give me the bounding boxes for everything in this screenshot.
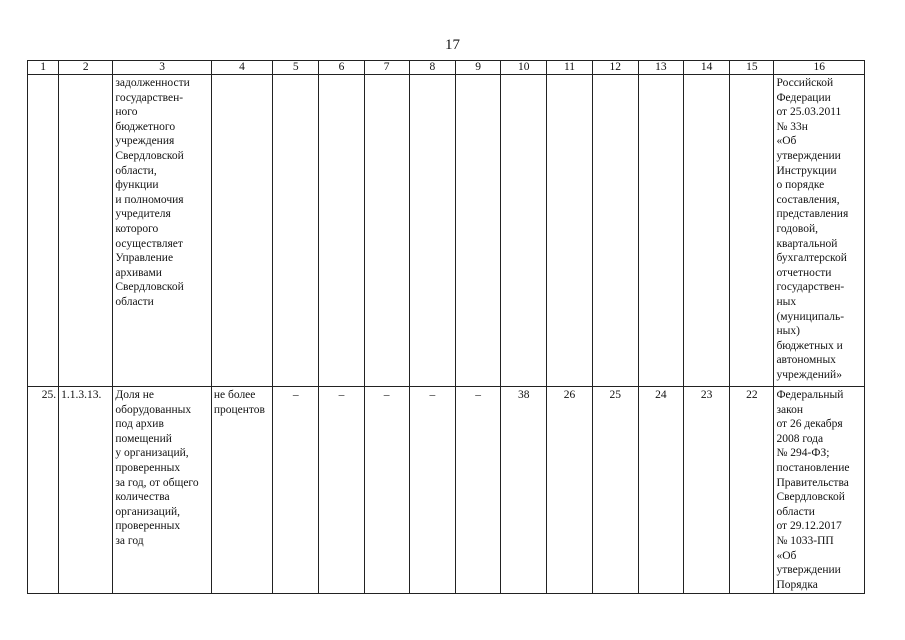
header-cell: 7 — [364, 61, 409, 75]
value-cell — [409, 75, 455, 387]
header-cell: 3 — [113, 61, 211, 75]
header-cell: 5 — [273, 61, 319, 75]
row-number-cell: 25. — [28, 387, 59, 594]
header-cell: 14 — [684, 61, 730, 75]
page-number: 17 — [445, 37, 460, 53]
value-cell: – — [319, 387, 364, 594]
header-cell: 15 — [730, 61, 774, 75]
header-cell: 9 — [455, 61, 500, 75]
header-cell: 11 — [547, 61, 592, 75]
value-cell — [730, 75, 774, 387]
indicator-name-cell — [113, 75, 211, 387]
value-cell — [319, 75, 364, 387]
unit-text: не более процентов — [213, 389, 265, 416]
value-cell — [684, 75, 730, 387]
code-cell — [59, 75, 113, 387]
value-cell — [455, 75, 500, 387]
indicator-table — [27, 60, 865, 594]
value-cell — [364, 75, 409, 387]
header-cell: 12 — [592, 61, 638, 75]
column-number-row — [28, 61, 865, 75]
value-cell: 24 — [638, 387, 683, 594]
value-cell: – — [455, 387, 500, 594]
source-text: Федеральный закон от 26 декабря 2008 года № 294-ФЗ; постановление Правительства Свердловской области от 29.12.2017 № 1033-ПП «Об утверждении Порядка — [776, 389, 850, 591]
header-cell: 13 — [638, 61, 683, 75]
value-cell: 25 — [592, 387, 638, 594]
header-cell: 10 — [501, 61, 547, 75]
indicator-name-cell — [113, 387, 211, 594]
value-cell — [273, 75, 319, 387]
source-cell — [774, 75, 865, 387]
header-cell: 8 — [409, 61, 455, 75]
value-cell — [592, 75, 638, 387]
value-cell: 23 — [684, 387, 730, 594]
value-cell: – — [273, 387, 319, 594]
source-text: Российской Федерации от 25.03.2011 № 33н «Об утверждении Инструкции о порядке составления, представления годовой, квартальной бухгалтерской отчетности государствен- ных (муниципаль- ных) бюджетных и автономных учреждений» — [776, 77, 849, 381]
header-cell: 1 — [28, 61, 59, 75]
unit-cell — [211, 75, 272, 387]
table-row — [28, 75, 865, 387]
value-cell: 26 — [547, 387, 592, 594]
source-cell — [774, 387, 865, 594]
row-number-cell — [28, 75, 59, 387]
code-cell: 1.1.3.13. — [59, 387, 113, 594]
value-cell: – — [364, 387, 409, 594]
value-cell: – — [409, 387, 455, 594]
header-cell: 6 — [319, 61, 364, 75]
value-cell — [638, 75, 683, 387]
value-cell — [547, 75, 592, 387]
indicator-name-text: задолженности государствен- ного бюджетного учреждения Свердловской области, функции и полномочия учредителя которого осуществляет Управление архивами Свердловской области — [115, 77, 190, 308]
value-cell: 22 — [730, 387, 774, 594]
value-cell — [501, 75, 547, 387]
header-cell: 4 — [211, 61, 272, 75]
table-row — [28, 387, 865, 594]
indicator-name-text: Доля не оборудованных под архив помещений у организаций, проверенных за год, от общего количества организаций, проверенных за год — [115, 389, 199, 547]
header-cell: 16 — [774, 61, 865, 75]
header-cell: 2 — [59, 61, 113, 75]
unit-cell — [211, 387, 272, 594]
value-cell: 38 — [501, 387, 547, 594]
